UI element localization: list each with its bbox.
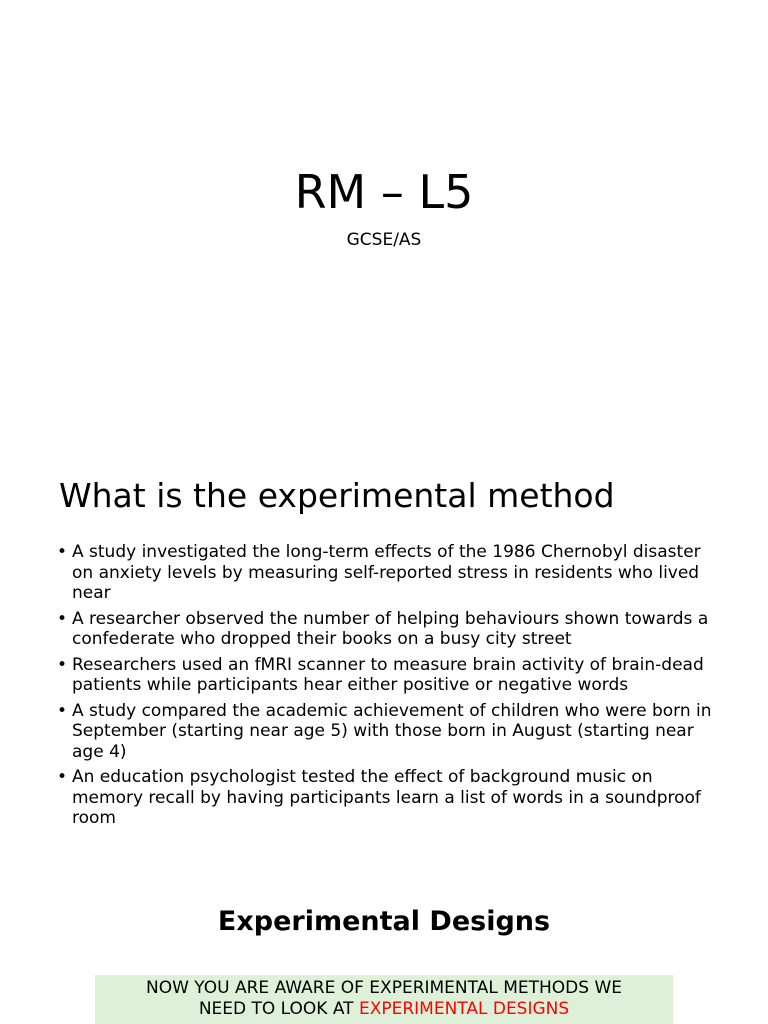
bullet-text: A study compared the academic achievement of children who were born in September (starting near age 5) with those born in August (starting near age 4) <box>72 700 712 762</box>
slide-heading: Experimental Designs <box>217 906 551 937</box>
bullet-text: A researcher observed the number of helping behaviours shown towards a confederate who dropped their books on a busy city street <box>72 608 709 649</box>
bullet-list <box>57 542 717 834</box>
bullet-icon: • <box>57 608 68 629</box>
banner-line-1: NOW YOU ARE AWARE OF EXPERIMENTAL METHODS WE <box>146 978 622 998</box>
bullet-icon: • <box>57 767 68 787</box>
bullet-icon: • <box>57 654 68 675</box>
bullet-text: Researchers used an fMRI scanner to measure brain activity of brain-dead patients while participants hear either positive or negative words <box>72 654 704 695</box>
banner-text: NEED TO LOOK AT <box>198 999 359 1019</box>
slide-title <box>0 0 768 432</box>
bullet-item <box>57 655 717 696</box>
bullet-item <box>57 767 717 829</box>
bullet-icon: • <box>57 700 68 721</box>
slide-heading: What is the experimental method <box>59 476 615 515</box>
banner-line-2 <box>95 999 673 1020</box>
bullet-item <box>57 609 717 650</box>
bullet-icon: • <box>57 542 68 562</box>
highlight-banner <box>95 975 673 1024</box>
slide-experimental-method <box>0 432 768 864</box>
bullet-item <box>57 542 717 604</box>
bullet-text: An education psychologist tested the effect of background music on memory recall by having participants learn a list of words in a soundproof room <box>72 767 701 828</box>
slide-title-heading: RM – L5 <box>294 165 474 219</box>
banner-accent-text: EXPERIMENTAL DESIGNS <box>358 999 570 1019</box>
bullet-item <box>57 701 717 763</box>
slide-subtitle: GCSE/AS <box>346 230 422 250</box>
slide-experimental-designs <box>0 864 768 1024</box>
bullet-text: A study investigated the long-term effects of the 1986 Chernobyl disaster on anxiety levels by measuring self-reported stress in residents who lived near <box>72 542 701 603</box>
